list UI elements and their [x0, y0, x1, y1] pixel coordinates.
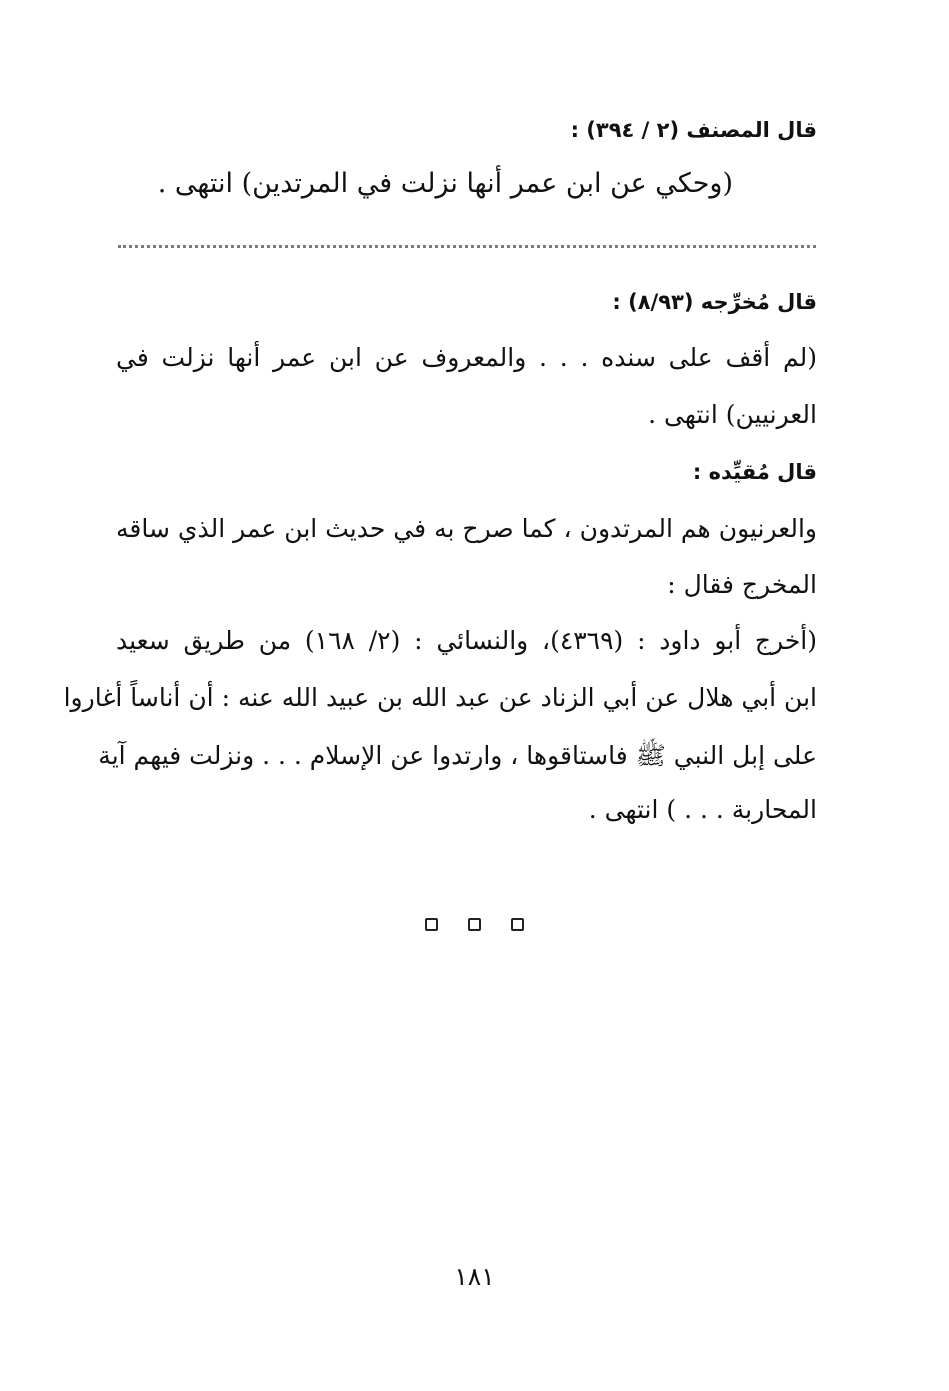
annotator-comment-heading: قال مُقيِّده :: [692, 460, 817, 484]
annotator-comment-line-4: ابن أبي هلال عن أبي الزناد عن عبد الله بن عبيد الله عنه : أن أناساً أغاروا: [63, 683, 817, 712]
ornament-square: [468, 918, 481, 931]
section-divider: [118, 245, 816, 248]
author-quote-heading: قال المصنف (٢ / ٣٩٤) :: [570, 118, 817, 142]
editor-comment-line-1: (لم أقف على سنده . . . والمعروف عن ابن عمر أنها نزلت في: [116, 343, 817, 372]
annotator-comment-line-1: والعرنيون هم المرتدون ، كما صرح به في حديث ابن عمر الذي ساقه: [116, 514, 817, 543]
annotator-comment-line-2: المخرج فقال :: [667, 570, 817, 599]
author-quote-text: (وحكي عن ابن عمر أنها نزلت في المرتدين) انتهى .: [157, 168, 733, 199]
editor-comment-line-2: العرنيين) انتهى .: [648, 400, 817, 429]
ornament-square: [511, 918, 524, 931]
editor-comment-heading: قال مُخرِّجه (٨/٩٣) :: [612, 290, 817, 314]
section-end-ornament: [0, 918, 949, 931]
annotator-comment-line-6: المحاربة . . . ) انتهى .: [588, 795, 817, 824]
annotator-comment-line-5: على إبل النبي ﷺ فاستاقوها ، وارتدوا عن الإسلام . . . ونزلت فيهم آية: [98, 741, 817, 770]
annotator-comment-line-3: (أخرج أبو داود : (٤٣٦٩)، والنسائي : (٢/ ١٦٨) من طريق سعيد: [116, 626, 817, 655]
ornament-square: [425, 918, 438, 931]
page-number: ١٨١: [454, 1262, 495, 1291]
